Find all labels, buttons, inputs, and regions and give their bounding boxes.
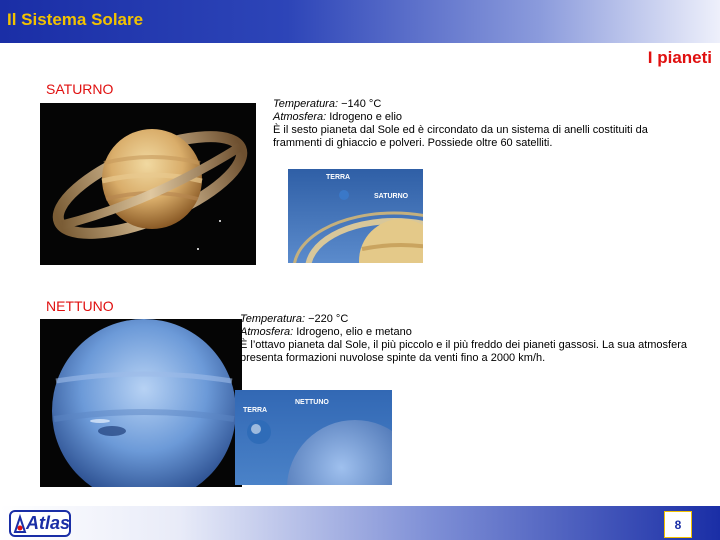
- saturn-photo: [40, 103, 256, 265]
- saturn-atmosphere: Atmosfera: Idrogeno e elio: [273, 111, 403, 123]
- saturn-earth-comparison: [266, 169, 423, 263]
- saturn-temperature: Temperatura: −140 °C: [273, 98, 382, 110]
- neptune-atmosphere: Atmosfera: Idrogeno, elio e metano: [240, 326, 412, 338]
- slide-title: Il Sistema Solare: [7, 10, 144, 29]
- comparison-label-saturn: SATURNO: [374, 193, 409, 200]
- neptune-info: [240, 313, 690, 365]
- neptune-temperature: Temperatura: −220 °C: [240, 313, 349, 325]
- saturn-description: È il sesto pianeta dal Sole ed è circondato da un sistema di anelli costituiti da frammenti di ghiaccio e polveri. Possiede oltre 60 satelliti.: [273, 124, 648, 149]
- comparison-label-earth: TERRA: [326, 174, 351, 181]
- neptune-earth-comparison: [235, 390, 392, 485]
- neptune-photo: [40, 319, 242, 487]
- saturn-info: [273, 98, 693, 150]
- footer-bar: [0, 506, 720, 540]
- comparison-label-earth: TERRA: [243, 407, 268, 414]
- page-number: 8: [664, 511, 692, 538]
- slide-subtitle: I pianeti: [647, 48, 712, 67]
- neptune-heading: NETTUNO: [46, 298, 114, 314]
- neptune-description: È l’ottavo pianeta dal Sole, il più piccolo e il più freddo dei pianeti gassosi. La sua atmosfera presenta formazioni nuvolose spinte da venti fino a 2000 km/h.: [240, 339, 687, 364]
- atlas-logo-text: Atlas: [26, 513, 71, 533]
- comparison-label-neptune: NETTUNO: [295, 399, 329, 406]
- atlas-logo-icon: [13, 514, 27, 534]
- atlas-logo: [9, 510, 71, 537]
- saturn-heading: SATURNO: [46, 81, 114, 97]
